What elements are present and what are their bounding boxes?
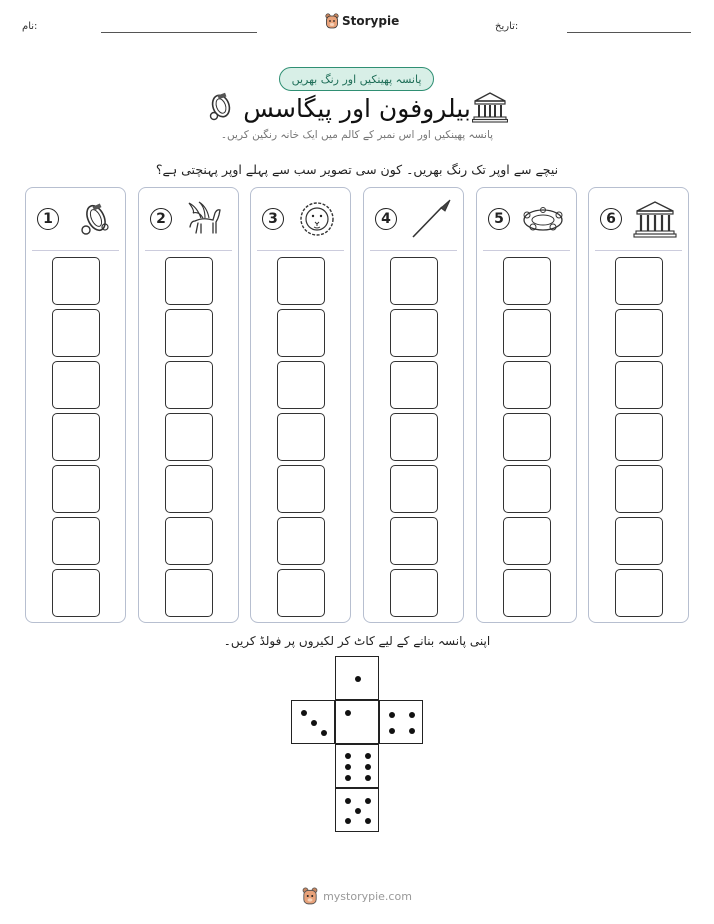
die-face-4 [379, 700, 423, 744]
color-box[interactable] [165, 257, 213, 305]
color-box[interactable] [615, 569, 663, 617]
lion-icon [295, 199, 339, 239]
column-number: 5 [488, 208, 510, 230]
column-6 [588, 187, 689, 623]
color-box[interactable] [277, 257, 325, 305]
bear-face-icon [325, 13, 339, 29]
column-number: 3 [262, 208, 284, 230]
color-box[interactable] [390, 413, 438, 461]
color-box[interactable] [390, 569, 438, 617]
color-box[interactable] [277, 309, 325, 357]
column-4 [363, 187, 464, 623]
bear-face-icon [302, 887, 318, 905]
date-label: تاریخ: [495, 21, 519, 32]
color-box[interactable] [165, 569, 213, 617]
date-line[interactable] [567, 32, 691, 33]
page-subtitle: پانسہ پھینکیں اور اس نمبر کے کالم میں ایک خانہ رنگین کریں۔ [220, 129, 494, 141]
die-face-1 [335, 700, 379, 744]
color-box[interactable] [503, 361, 551, 409]
color-box[interactable] [277, 413, 325, 461]
color-box[interactable] [615, 361, 663, 409]
brand-logo [325, 13, 399, 29]
color-box[interactable] [52, 517, 100, 565]
color-box[interactable] [390, 361, 438, 409]
color-box[interactable] [165, 413, 213, 461]
color-box[interactable] [52, 309, 100, 357]
color-box[interactable] [615, 517, 663, 565]
color-box[interactable] [615, 465, 663, 513]
die-face-5 [335, 788, 379, 832]
activity-badge: پانسہ پھینکیں اور رنگ بھریں [279, 67, 434, 91]
page-title: بیلروفون اور پیگاسس [243, 94, 471, 123]
fold-instruction: اپنی پانسہ بنانے کے لیے کاٹ کر لکیروں پر فولڈ کریں۔ [223, 634, 491, 648]
color-box[interactable] [165, 465, 213, 513]
column-divider [257, 250, 344, 251]
color-box[interactable] [277, 517, 325, 565]
color-box[interactable] [390, 257, 438, 305]
name-line[interactable] [101, 32, 257, 33]
die-face-6 [335, 744, 379, 788]
color-box[interactable] [390, 465, 438, 513]
color-box[interactable] [52, 569, 100, 617]
color-box[interactable] [277, 465, 325, 513]
color-box[interactable] [165, 517, 213, 565]
color-box[interactable] [615, 413, 663, 461]
column-divider [370, 250, 457, 251]
column-number: 4 [375, 208, 397, 230]
column-number: 2 [150, 208, 172, 230]
color-box[interactable] [503, 413, 551, 461]
color-box[interactable] [390, 309, 438, 357]
color-box[interactable] [52, 361, 100, 409]
greek-temple-icon [472, 91, 508, 123]
color-box[interactable] [277, 361, 325, 409]
color-box[interactable] [615, 309, 663, 357]
color-box[interactable] [503, 309, 551, 357]
color-box[interactable] [165, 309, 213, 357]
color-box[interactable] [615, 257, 663, 305]
footer-site[interactable]: mystorypie.com [323, 889, 412, 903]
pegasus-icon [183, 199, 227, 239]
greek-temple-icon [633, 199, 677, 239]
die-face-3 [291, 700, 335, 744]
column-number: 1 [37, 208, 59, 230]
color-box[interactable] [52, 465, 100, 513]
die-face-1 [335, 656, 379, 700]
column-number: 6 [600, 208, 622, 230]
die-net[interactable] [290, 656, 424, 834]
color-box[interactable] [52, 413, 100, 461]
spear-icon [408, 199, 452, 239]
column-3 [250, 187, 351, 623]
column-divider [32, 250, 119, 251]
column-divider [145, 250, 232, 251]
color-box[interactable] [503, 517, 551, 565]
column-divider [595, 250, 682, 251]
brand-name: Storypie [342, 14, 400, 28]
footer [0, 887, 714, 905]
bridle-icon [70, 199, 114, 239]
spring-rocks-icon [521, 199, 565, 239]
column-5 [476, 187, 577, 623]
color-box[interactable] [503, 257, 551, 305]
color-box[interactable] [52, 257, 100, 305]
column-1 [25, 187, 126, 623]
color-box[interactable] [503, 569, 551, 617]
color-box[interactable] [165, 361, 213, 409]
name-label: نام: [22, 21, 38, 32]
color-box[interactable] [503, 465, 551, 513]
column-divider [483, 250, 570, 251]
question-text: نیچے سے اوپر تک رنگ بھریں۔ کون سی تصویر سب سے پہلے اوپر پہنچتی ہے؟ [155, 162, 559, 177]
column-2 [138, 187, 239, 623]
color-box[interactable] [390, 517, 438, 565]
color-box[interactable] [277, 569, 325, 617]
